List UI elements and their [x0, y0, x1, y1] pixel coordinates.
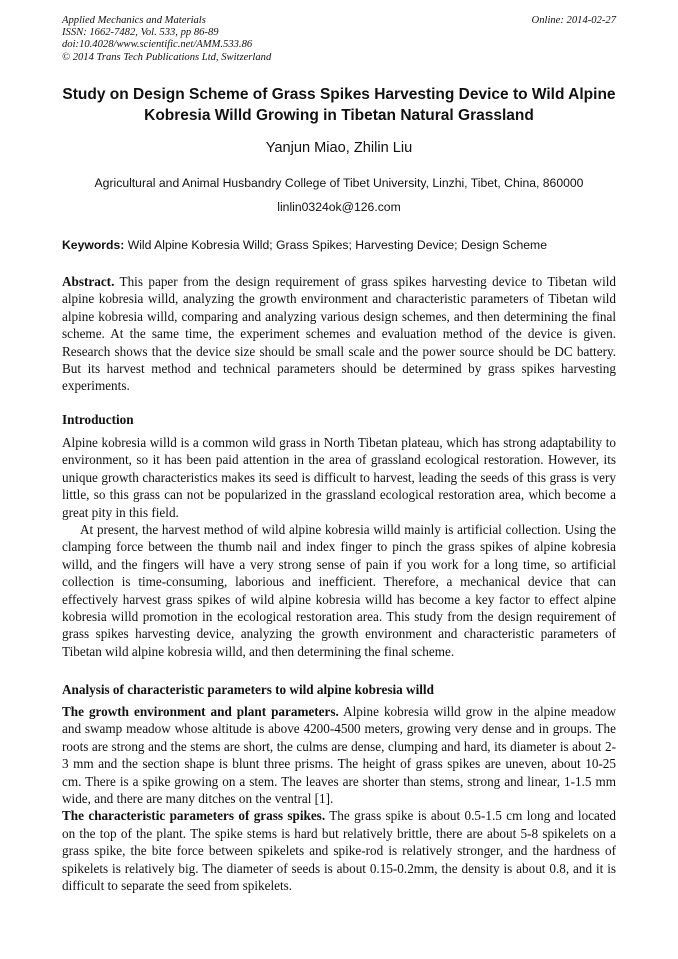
abstract-text: This paper from the design requirement of grass spikes harvesting device to Tibetan wild alpine kobresia willd, analyzing the growth environment and characteristic parameters of Tibetan wild alpine kobresia willd, comparing and analyzing various design schemes, and then determining the final scheme. At the same time, the experiment schemes and evaluation method of the device is given. Research shows that the device size should be small scale and the power source should be DC battery. But its harvest method and technical parameters should be determined by grass spikes harvesting experiments. [62, 274, 616, 394]
abstract-label: Abstract. [62, 274, 115, 289]
paper-title: Study on Design Scheme of Grass Spikes Harvesting Device to Wild Alpine Kobresia Willd Growing in Tibetan Natural Grassland [62, 86, 616, 124]
introduction-paragraph-1: Alpine kobresia willd is a common wild grass in North Tibetan plateau, which has strong adaptability to environment, so it has been paid attention in the area of grassland ecological restoration. However, its unique growth characteristics makes its seed is difficult to harvest, leading the seeds of this grass is very little, so this grass can not be popularized in the grassland ecological restoration area, which become a great pity in this field. [62, 435, 616, 520]
journal-name: Applied Mechanics and Materials [62, 15, 206, 26]
abstract [62, 273, 616, 395]
analysis-paragraph-2 [62, 807, 616, 894]
keywords-label: Keywords: [62, 238, 125, 252]
keywords-text: Wild Alpine Kobresia Willd; Grass Spikes; Harvesting Device; Design Scheme [124, 238, 547, 252]
journal-header [62, 15, 616, 64]
issn-line: ISSN: 1662-7482, Vol. 533, pp 86-89 [62, 27, 219, 39]
analysis-paragraph-1 [62, 703, 616, 807]
analysis-section [62, 703, 616, 894]
authors: Yanjun Miao, Zhilin Liu [265, 140, 413, 156]
author-email: linlin0324ok@126.com [277, 200, 401, 214]
growth-environment-label: The growth environment and plant parameters. [62, 704, 339, 719]
growth-environment-text: Alpine kobresia willd grow in the alpine meadow and swamp meadow whose altitude is above 4200-4500 meters, growing very dense and in groups. The roots are strong and the stems are short, the culms are dense, clumping and hard, its diameter is about 2-3 mm and the section shape is blunt three prisms. The height of grass spikes are uneven, about 10-25 cm. There is a spike growing on a stem. The leaves are shorter than stems, strong and linear, 1-1.5 mm wide, and there are many ditches on the ventral [1]. [62, 704, 616, 807]
copyright-line: © 2014 Trans Tech Publications Ltd, Switzerland [62, 51, 272, 63]
introduction-paragraph-2: At present, the harvest method of wild alpine kobresia willd mainly is artificial collection. Using the clamping force between the thumb nail and index finger to pinch the grass spikes of alpine kobresia willd, and the fingers will have a very strong sense of pain if you work for a long time, so artificial collection is time-consuming, laborious and inefficient. Therefore, a mechanical device that can effectively harvest grass spikes of wild alpine kobresia willd has become a key factor to effect alpine kobresia willd promotion in the ecological restoration area. This study from the design requirement of grass spikes harvesting device, analyzing the growth environment and characteristic parameters of Tibetan wild alpine kobresia willd, and then determining the final scheme. [62, 522, 616, 659]
introduction-heading: Introduction [62, 412, 134, 427]
analysis-heading: Analysis of characteristic parameters to wild alpine kobresia willd [62, 682, 434, 697]
introduction-section [62, 434, 616, 660]
doi-line: doi:10.4028/www.scientific.net/AMM.533.86 [62, 39, 253, 51]
keywords [62, 238, 616, 252]
grass-spike-parameters-label: The characteristic parameters of grass spikes. [62, 808, 326, 824]
online-date: Online: 2014-02-27 [531, 15, 616, 26]
grass-spike-parameters-text: The grass spike is about 0.5-1.5 cm long and located on the top of the plant. The spike stems is hard but relatively brittle, there are about 5-8 spikelets on a grass spike, the bite force between spikelets and spike-rod is relatively stronger, and the hardness of spikelets is relatively big. The diameter of seeds is about 0.15-0.2mm, the density is about 0.8, and it is difficult to separate the seed from spikelets. [62, 808, 616, 894]
affiliation: Agricultural and Animal Husbandry College of Tibet University, Linzhi, Tibet, China, 860000 [94, 176, 584, 190]
